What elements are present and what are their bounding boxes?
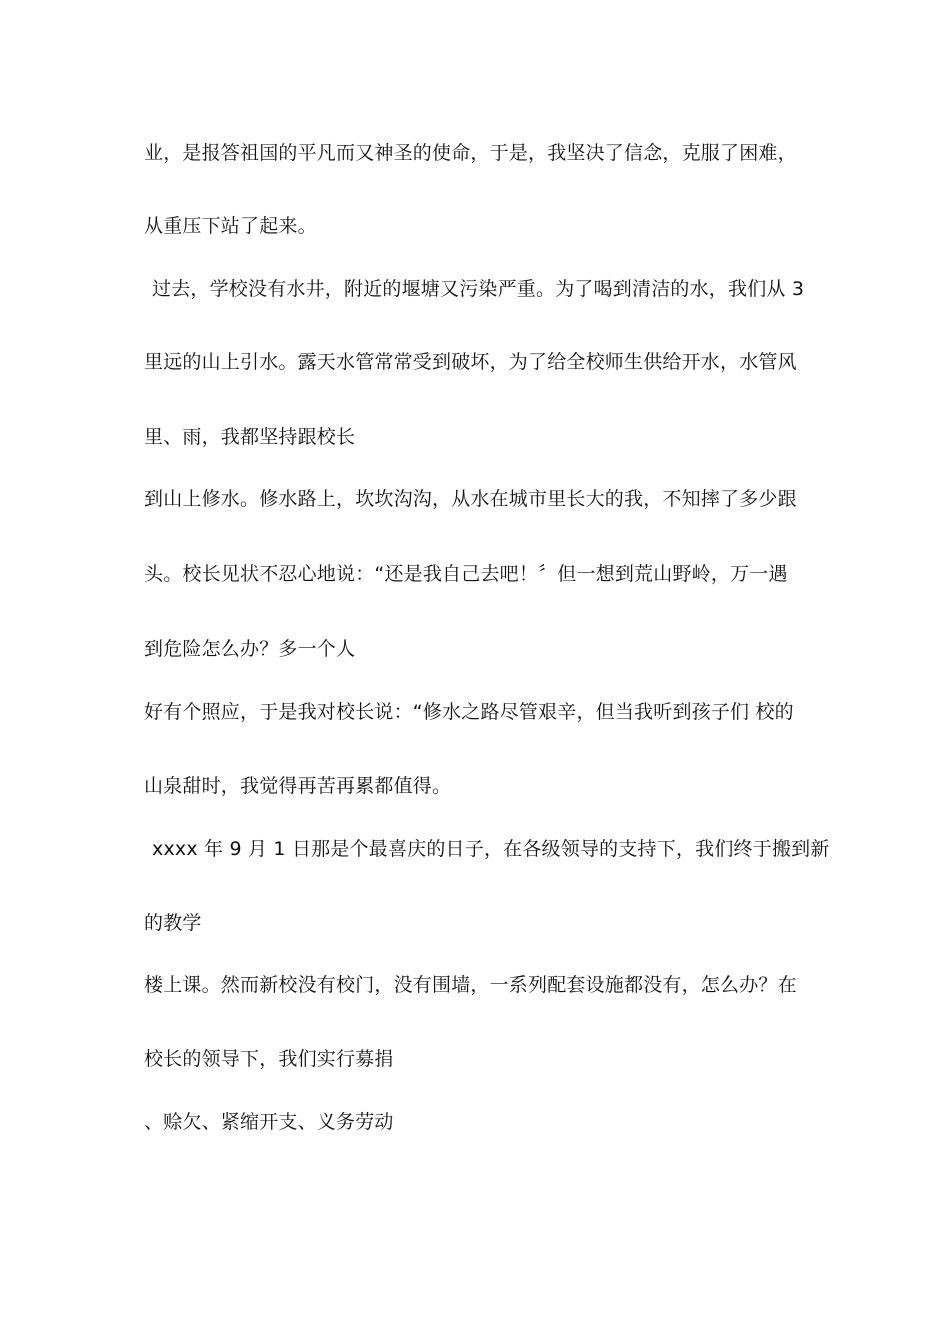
text-line-4: 里远的山上引水。露天水管常常受到破坏，为了给全校师生供给开水，水管风 xyxy=(144,351,797,373)
text-line-10: 山泉甜时，我觉得再苦再累都值得。 xyxy=(144,775,452,797)
text-line-12: 的教学 xyxy=(144,912,202,934)
text-line-11: xxxx 年 9 月 1 日那是个最喜庆的日子，在各级领导的支持下，我们终于搬到新 xyxy=(152,838,830,860)
text-line-3: 过去，学校没有水井，附近的堰塘又污染严重。为了喝到清洁的水，我们从 3 xyxy=(152,278,805,300)
text-line-14: 校长的领导下，我们实行募捐 xyxy=(144,1048,394,1070)
text-line-15: 、赊欠、紧缩开支、义务劳动 xyxy=(144,1111,394,1133)
text-line-13: 楼上课。然而新校没有校门，没有围墙，一系列配套设施都没有，怎么办？在 xyxy=(144,974,797,996)
text-line-7: 头。校长见状不忍心地说：“还是我自己去吧！〞但一想到荒山野岭，万一遇 xyxy=(144,563,788,585)
text-line-2: 从重压下站了起来。 xyxy=(144,215,317,237)
text-line-6: 到山上修水。修水路上，坎坎沟沟，从水在城市里长大的我，不知摔了多少跟 xyxy=(144,488,797,510)
text-line-9: 好有个照应，于是我对校长说：“修水之路尽管艰辛，但当我听到孩子们 校的 xyxy=(144,701,794,723)
text-line-8: 到危险怎么办？多一个人 xyxy=(144,638,356,660)
text-line-1: 业，是报答祖国的平凡而又神圣的使命，于是，我坚决了信念，克服了困难， xyxy=(144,142,797,164)
text-line-5: 里、雨，我都坚持跟校长 xyxy=(144,426,356,448)
